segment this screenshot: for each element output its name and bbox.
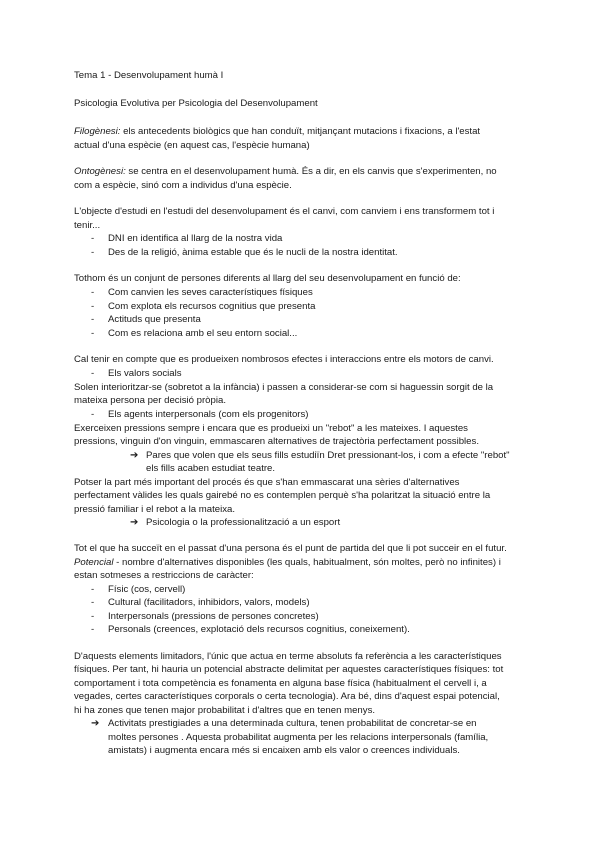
bullet-dash: - [91, 233, 95, 244]
cal-arrow-1-line-1: Pares que volen que els seus fills estudiïn Dret pressionant-los, i com a efecte "rebot" [146, 450, 510, 461]
tothom-bullet-4: Com es relaciona amb el seu entorn social... [108, 328, 298, 339]
cal-arrow-1-line-2: els fills acaben estudiat teatre. [146, 463, 276, 474]
object-line-1: L'objecte d'estudi en l'estudi del desenvolupament és el canvi, com canviem i ens transformem tot i [74, 206, 495, 217]
filogenesi-line-1 [74, 125, 480, 139]
cal-line-8: pressió familiar i el rebot a la mateixa. [74, 504, 236, 515]
tot-line-2 [74, 556, 501, 570]
bullet-dash: - [91, 301, 95, 312]
daquests-line-5: hi ha zones que tenen major probabilitat i d'altres que en tenen menys. [74, 705, 376, 716]
bullet-dash: - [91, 328, 95, 339]
arrow-icon: ➔ [130, 450, 139, 461]
bullet-dash: - [91, 611, 95, 622]
bullet-dash: - [91, 597, 95, 608]
object-bullet-1: DNI en identifica al llarg de la nostra vida [108, 233, 283, 244]
cal-arrow-2: Psicologia o la professionalització a un esport [146, 517, 341, 528]
tot-bullet-1: Físic (cos, cervell) [108, 584, 186, 595]
tot-bullet-3: Interpersonals (pressions de persones concretes) [108, 611, 319, 622]
document-title: Tema 1 - Desenvolupament humà I [74, 70, 224, 81]
cal-line-6: Potser la part més important del procés és que s'han emmascarat una sèries d'alternatives [74, 477, 460, 488]
bullet-dash: - [91, 247, 95, 258]
cal-bullet-2: Els agents interpersonals (com els progenitors) [108, 409, 309, 420]
tothom-bullet-2: Com explota els recursos cognitius que presenta [108, 301, 316, 312]
filogenesi-text-1: els antecedents biològics que han conduït, mitjançant mutacions i fixacions, a l'estat [120, 126, 481, 137]
cal-line-4: Exerceixen pressions sempre i encara que es produeixi un "rebot" a les mateixes. I aquestes [74, 423, 468, 434]
tot-bullet-4: Personals (creences, explotació dels recursos cognitius, coneixement). [108, 624, 410, 635]
tot-line-3: estan sotmeses a restriccions de caràcter: [74, 570, 254, 581]
cal-line-5: pressions, vinguin d'on vinguin, emmascaren alternatives de trajectòria perfectament possibles. [74, 436, 479, 447]
bullet-dash: - [91, 584, 95, 595]
bullet-dash: - [91, 624, 95, 635]
ontogenesi-text-1: se centra en el desenvolupament humà. És a dir, en els canvis que s'experimenten, no [125, 166, 497, 177]
object-bullet-2: Des de la religió, ànima estable que és le nucli de la nostra identitat. [108, 247, 398, 258]
filogenesi-line-2: actual d'una espècie (en aquest cas, l'espècie humana) [74, 140, 310, 151]
daquests-arrow-line-1: Activitats prestigiades a una determinada cultura, tenen probabilitat de concretar-se en [108, 718, 477, 729]
cal-bullet-1: Els valors socials [108, 368, 182, 379]
tot-text-2: - nombre d'alternatives disponibles (les quals, habitualment, són moltes, però no infinites) i [113, 557, 501, 568]
tothom-bullet-1: Com canvien les seves característiques físiques [108, 287, 313, 298]
cal-line-2: Solen interioritzar-se (sobretot a la infància) i passen a considerar-se com si haguessin sorgit de la [74, 382, 494, 393]
cal-line-1: Cal tenir en compte que es produeixen nombrosos efectes i interaccions entre els motors de canvi. [74, 354, 494, 365]
daquests-arrow-line-2: moltes persones . Aquesta probabilitat augmenta per les relacions interpersonals (família, [108, 732, 489, 743]
daquests-line-2: físiques. Per tant, hi hauria un potencial abstracte delimitat per aquestes característiques físiques: tot [74, 664, 504, 675]
daquests-line-3: comportament i tota competència es fonamenta en alguna base física (habitualment el cervell i, a [74, 678, 487, 689]
potencial-term: Potencial [74, 557, 114, 568]
tot-bullet-2: Cultural (facilitadors, inhibidors, valors, models) [108, 597, 310, 608]
filogenesi-term: Filogènesi: [74, 126, 121, 137]
bullet-dash: - [91, 314, 95, 325]
tot-line-1: Tot el que ha succeït en el passat d'una persona és el punt de partida del que li pot succeir en el futur. [74, 543, 507, 554]
ontogenesi-line-2: com a espècie, sinó com a individus d'una espècie. [74, 180, 292, 191]
bullet-dash: - [91, 287, 95, 298]
ontogenesi-term: Ontogènesi: [74, 166, 126, 177]
bullet-dash: - [91, 409, 95, 420]
document-subtitle: Psicologia Evolutiva per Psicologia del Desenvolupament [74, 98, 318, 109]
arrow-icon: ➔ [91, 718, 100, 729]
daquests-line-1: D'aquests elements limitadors, l'únic que actua en terme absoluts fa referència a les característiques [74, 651, 502, 662]
daquests-arrow-line-3: amistats) i augmenta encara més si encaixen amb els valor o creences individuals. [108, 745, 460, 756]
cal-line-3: mateixa persona per decisió pròpia. [74, 395, 226, 406]
tothom-line-1: Tothom és un conjunt de persones diferents al llarg del seu desenvolupament en funció de: [74, 273, 461, 284]
cal-line-7: perfectament vàlides les quals gairebé no es contemplen perquè s'ha polaritzat la situació entre la [74, 490, 491, 501]
arrow-icon: ➔ [130, 517, 139, 528]
object-line-2: tenir... [74, 220, 101, 231]
tothom-bullet-3: Actituds que presenta [108, 314, 201, 325]
ontogenesi-line-1 [74, 165, 497, 179]
daquests-line-4: vegades, certes característiques corporals o certa tecnologia). Ara bé, dins d'aquest espai potencial, [74, 691, 500, 702]
bullet-dash: - [91, 368, 95, 379]
